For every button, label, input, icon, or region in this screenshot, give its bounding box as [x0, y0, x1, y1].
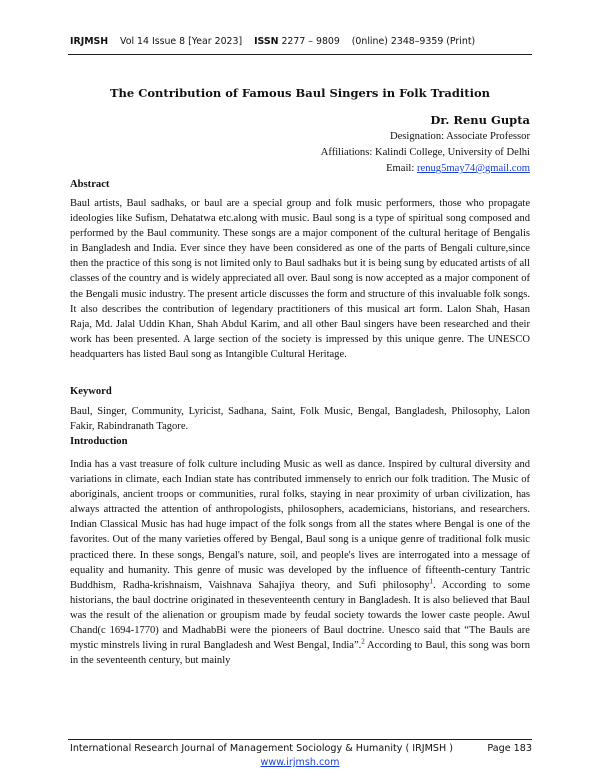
volume-issue: Vol 14 Issue 8 [Year 2023] — [120, 36, 243, 47]
article-title: The Contribution of Famous Baul Singers in Folk Tradition — [109, 86, 491, 100]
issn-label: ISSN — [254, 36, 279, 47]
keyword-text: Baul, Singer, Community, Lyricist, Sadhana, Saint, Folk Music, Bengal, Bangladesh, Philosophy, Lalon Fakir, Rabindranath Tagore. — [70, 406, 530, 433]
email-label: Email: — [386, 163, 415, 174]
abstract-heading: Abstract — [70, 179, 110, 190]
author-email-link[interactable]: renug5may74@gmail.com — [416, 163, 530, 174]
intro-part-1: India has a vast treasure of folk culture including Music as well as dance. Inspired by cultural diversity and variations in climate, each Indian state has contributed immensely to enrich our folk tradition. The Music of aboriginals, ancient troops or communities, rural folks, staying in near proximity of urban civilization, has always attracted the attention of anthropologists, philosophers, academicians, historians, and researchers. Indian Classical Music has had huge impact of the folk songs from all the states where Bengal is one of the favorites. Out of the many varieties offered by Bengal, Baul song is a unique genre of traditional folk music practiced there. In these songs, Bengal's nature, soil, and people's lives are interrogated into a message of equality and humanity. This genre of music was developed by the influence of fifteenth-century Tantric Buddhism, Radha-krishnaism, Vaishnava Sahajiya theory, and Sufi philosophy — [70, 459, 530, 591]
website-link[interactable]: www.irjmsh.com — [260, 757, 340, 768]
footnote-ref-2[interactable]: 2 — [361, 637, 365, 646]
running-footer — [70, 743, 532, 754]
page-number: Page 183 — [487, 743, 532, 754]
footer-journal-name: International Research Journal of Management Sociology & Humanity ( IRJMSH ) — [70, 743, 454, 754]
intro-part-3: According to Baul, this song was born in the seventeenth century, but mainly — [70, 640, 530, 667]
intro-part-2: . According to some historians, the baul doctrine originated in theseventeenth century in Bangladesh. It is also believed that Baul was the result of the alienation or groupism made by feudal society towards the lower caste people. Awul Chand(c 1694-1770) and MadhabBi were the pioneers of Baul doctrine. Unesco said that “The Bauls are mystic minstrels living in rural Bangladesh and West Bengal, India”. — [70, 579, 530, 652]
journal-abbr: IRJMSH — [70, 36, 109, 47]
introduction-heading: Introduction — [70, 436, 128, 447]
introduction-text — [70, 457, 530, 668]
issn-online: (0nline) 2348–9359 (Print) — [351, 36, 476, 47]
author-email-line — [386, 163, 530, 174]
footer-website-line — [0, 757, 600, 768]
author-designation: Designation: Associate Professor — [389, 131, 530, 142]
running-header — [70, 36, 540, 47]
header-rule — [68, 54, 532, 55]
issn-print: 2277 – 9809 — [281, 36, 340, 47]
footnote-ref-1[interactable]: 1 — [429, 577, 434, 586]
footer-rule — [68, 739, 532, 740]
author-name: Dr. Renu Gupta — [430, 113, 530, 127]
abstract-text: Baul artists, Baul sadhaks, or baul are a special group and folk music performers, those who propagate ideologies like Sufism, Dehatatwa etc.along with music. Baul song is a type of spiritual song composed and performed by the Baul community. These songs are a major component of the cultural heritage of Bengalis in Bangladesh and India. Ever since they have been considered as one of the parts of Bengali culture,since then the practice of this song is not limited only to Baul sadhaks but it is being sung by educated artists of all classes of the country and is widely appreciated all over. Baul song is now accepted as a major component of the Bengali music industry. The present article discusses the form and structure of this invaluable folk songs. It also describes the contribution of legendary practitioners of this musical art form. Lalon Shah, Hasan Raja, Md. Jalal Uddin Khan, Shah Abdul Karim, and all other Baul singers have been researched and their work has been presented. A large section of the society is impressed by this unique genre. The UNESCO headquarters has listed Baul song as Intangible Cultural Heritage. — [70, 198, 530, 360]
author-affiliation: Affiliations: Kalindi College, University of Delhi — [320, 147, 530, 158]
keyword-heading: Keyword — [70, 386, 112, 397]
